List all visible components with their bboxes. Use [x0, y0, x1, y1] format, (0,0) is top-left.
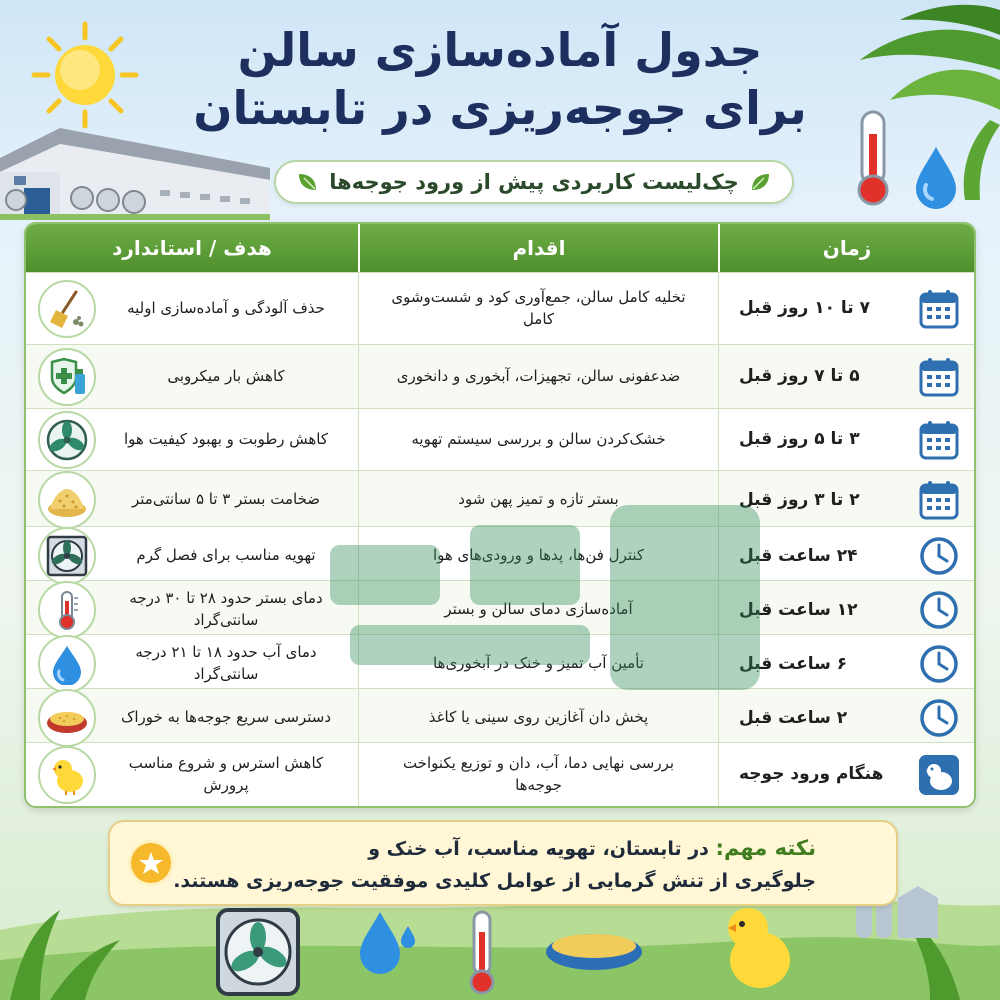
goal-text: کاهش استرس و شروع مناسب پرورش: [128, 753, 324, 794]
title-line-2: برای جوجه‌ریزی در تابستان: [193, 80, 807, 135]
table-row: [26, 580, 974, 634]
calendar-icon: [918, 419, 960, 461]
palm-leaves-illustration: [800, 0, 1000, 200]
time-cell: [718, 345, 974, 408]
exhaust-fan-icon: [38, 527, 96, 585]
goal-cell: [26, 581, 358, 639]
water-drop-icon: [38, 635, 96, 693]
note-line-1: [140, 832, 816, 866]
water-drop-icon: [912, 145, 960, 209]
action-cell: بستر تازه و تمیز پهن شود: [358, 471, 718, 529]
action-cell: بررسی نهایی دما، آب، دان و توزیع یکنواخت جوجه‌ها: [358, 743, 718, 806]
disinfectant-icon: [38, 348, 96, 406]
sun-icon: [30, 20, 140, 130]
clock-icon: [918, 589, 960, 631]
goal-text: حذف آلودگی و آماده‌سازی اولیه: [127, 298, 325, 317]
table-body: [26, 272, 974, 806]
page-title: [180, 22, 820, 137]
title-line-1: جدول آماده‌سازی سالن: [237, 23, 763, 77]
table-row: [26, 408, 974, 470]
table-row: [26, 272, 974, 344]
goal-text: دسترسی سریع جوجه‌ها به خوراک: [120, 708, 332, 727]
action-cell: کنترل فن‌ها، پدها و ورودی‌های هوا: [358, 527, 718, 585]
goal-cell: [26, 345, 358, 408]
goal-text: دمای بستر حدود ۲۸ تا ۳۰ درجه سانتی‌گراد: [129, 589, 323, 629]
thermometer-icon: [848, 108, 898, 208]
bottom-illustrations: [0, 900, 1000, 1000]
calendar-icon: [918, 479, 960, 521]
table-row: [26, 526, 974, 580]
action-cell: پخش دان آغازین روی سینی یا کاغذ: [358, 689, 718, 747]
header-action: اقدام: [358, 224, 718, 272]
time-cell: [718, 273, 974, 344]
table-row: [26, 634, 974, 688]
action-cell: خشک‌کردن سالن و بررسی سیستم تهویه: [358, 409, 718, 470]
note-text-1: در تابستان، تهویه مناسب، آب خنک و: [368, 838, 709, 860]
table-row: [26, 688, 974, 742]
time-text: ۲۴ ساعت قبل: [739, 545, 858, 566]
time-text: ۲ ساعت قبل: [739, 707, 848, 728]
important-note: [108, 820, 898, 906]
time-text: ۱۲ ساعت قبل: [739, 599, 858, 620]
clock-icon: [918, 697, 960, 739]
fan-icon: [218, 910, 298, 994]
subtitle-pill: [274, 160, 794, 204]
time-text: ۵ تا ۷ روز قبل: [739, 366, 860, 387]
action-cell: تخلیه کامل سالن، جمع‌آوری کود و شست‌وشوی کامل: [358, 273, 718, 344]
header-goal: هدف / استاندارد: [112, 236, 272, 260]
action-cell: تأمین آب تمیز و خنک در آبخوری‌ها: [358, 635, 718, 693]
goal-text: کاهش بار میکروبی: [167, 366, 285, 385]
goal-cell: [26, 743, 358, 806]
time-text: ۳ تا ۵ روز قبل: [739, 429, 860, 450]
action-cell: آماده‌سازی دمای سالن و بستر: [358, 581, 718, 639]
time-text: ۶ ساعت قبل: [739, 653, 848, 674]
time-cell: [718, 635, 974, 693]
broom-icon: [38, 280, 96, 338]
feeder-tray-icon: [38, 689, 96, 747]
leaf-icon: [749, 171, 771, 193]
bedding-icon: [38, 471, 96, 529]
goal-text: دمای آب حدود ۱۸ تا ۲۱ درجه سانتی‌گراد: [135, 643, 317, 683]
goal-cell: [26, 409, 358, 470]
chick-icon: [918, 754, 960, 796]
time-text: هنگام ورود جوجه: [739, 764, 884, 785]
goal-cell: [26, 527, 358, 585]
chick-icon: [728, 908, 790, 988]
action-cell: ضدعفونی سالن، تجهیزات، آبخوری و دانخوری: [358, 345, 718, 408]
header-time: زمان: [718, 224, 974, 272]
feeder-tray-icon: [546, 934, 642, 970]
note-line-2: جلوگیری از تنش گرمایی از عوامل کلیدی موفقیت جوجه‌ریزی هستند.: [173, 869, 816, 892]
goal-cell: [26, 635, 358, 693]
clock-icon: [918, 643, 960, 685]
time-cell: [718, 527, 974, 585]
calendar-icon: [918, 288, 960, 330]
water-drop-icon: [360, 912, 415, 974]
table-row: [26, 344, 974, 408]
goal-text: ضخامت بستر ۳ تا ۵ سانتی‌متر: [131, 490, 320, 509]
goal-cell: [26, 273, 358, 344]
table-row: [26, 742, 974, 806]
time-cell: [718, 689, 974, 747]
time-text: ۷ تا ۱۰ روز قبل: [739, 298, 870, 319]
time-cell: [718, 471, 974, 529]
thermometer-icon: [471, 912, 493, 993]
goal-cell: [26, 689, 358, 747]
table-row: [26, 470, 974, 526]
note-label: نکته مهم:: [715, 836, 816, 860]
time-cell: [718, 743, 974, 806]
chick-icon: [38, 746, 96, 804]
star-icon: [128, 840, 174, 886]
time-cell: [718, 409, 974, 470]
clock-icon: [918, 535, 960, 577]
goal-text: کاهش رطوبت و بهبود کیفیت هوا: [123, 429, 329, 448]
schedule-table: [24, 222, 976, 808]
fan-icon: [38, 411, 96, 469]
thermometer-icon: [38, 581, 96, 639]
calendar-icon: [918, 356, 960, 398]
table-header: [26, 224, 974, 272]
leaf-icon: [297, 171, 319, 193]
goal-text: تهویه مناسب برای فصل گرم: [136, 546, 316, 565]
subtitle-text: چک‌لیست کاربردی پیش از ورود جوجه‌ها: [329, 170, 739, 194]
goal-cell: [26, 471, 358, 529]
time-text: ۲ تا ۳ روز قبل: [739, 489, 860, 510]
time-cell: [718, 581, 974, 639]
